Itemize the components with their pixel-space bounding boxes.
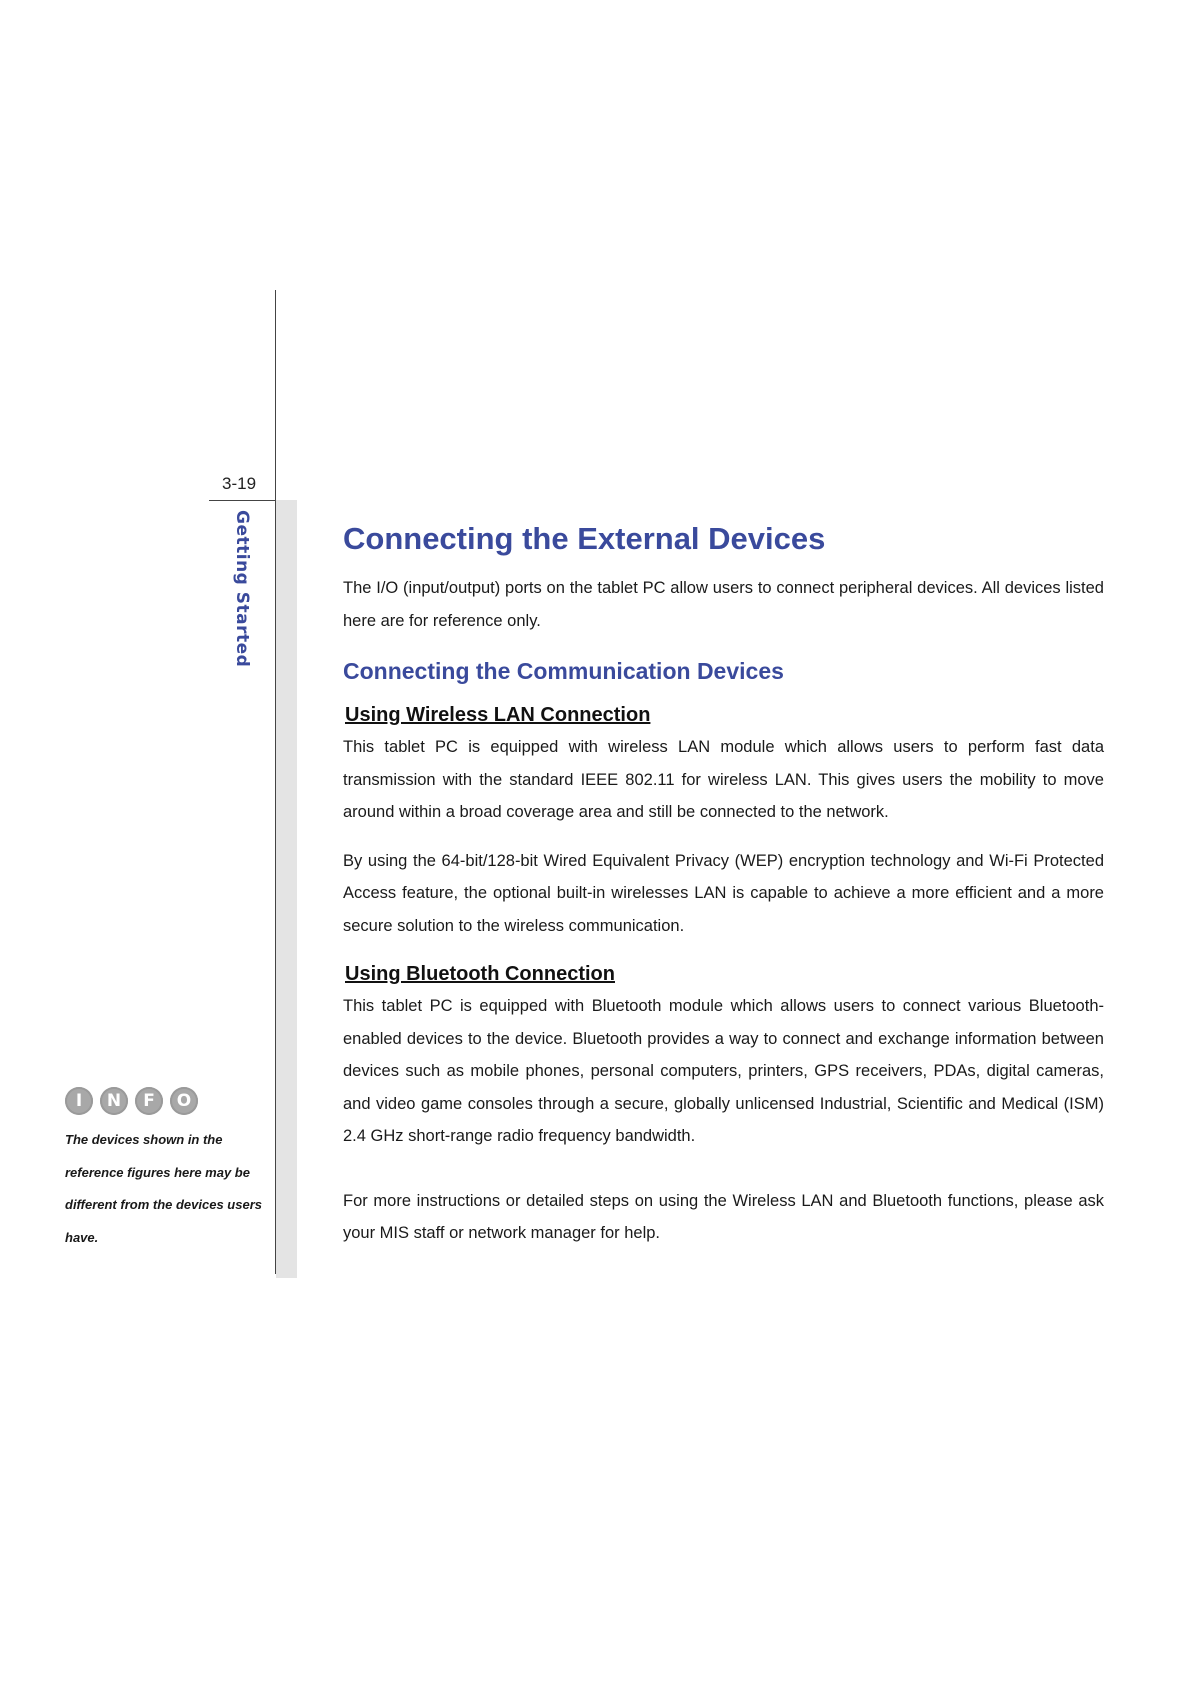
info-letter-n-icon: N [100, 1087, 128, 1115]
wlan-paragraph-2: By using the 64-bit/128-bit Wired Equivalent Privacy (WEP) encryption technology and Wi-Fi Protected Access feature, the optional built-in wirelesses LAN is capable to achieve a more efficient and a more secure solution to the wireless communication. [343, 851, 1104, 935]
info-letter-f-icon: F [135, 1087, 163, 1115]
info-note: The devices shown in the reference figures here may be different from the devices users have. [65, 1132, 262, 1245]
info-letter-i-icon: I [65, 1087, 93, 1115]
margin-gray-band [276, 500, 297, 1278]
chapter-tab: Getting Started [232, 510, 252, 668]
page-number: 3-19 [222, 474, 257, 493]
margin-horizontal-rule [209, 500, 275, 501]
closing-paragraph: For more instructions or detailed steps on using the Wireless LAN and Bluetooth functions, please ask your MIS staff or network manager for help. [343, 1191, 1104, 1242]
wlan-paragraph-1: This tablet PC is equipped with wireless LAN module which allows users to perform fast data transmission with the standard IEEE 802.11 for wireless LAN. This gives users the mobility to move around within a broad coverage area and still be connected to the network. [343, 738, 1104, 821]
info-badge [65, 1087, 198, 1115]
main-content [343, 514, 1104, 1250]
info-letter-o-icon: O [170, 1087, 198, 1115]
page-title: Connecting the External Devices [343, 521, 826, 556]
bluetooth-heading: Using Bluetooth Connection [345, 963, 615, 985]
wlan-heading: Using Wireless LAN Connection [345, 704, 651, 726]
bluetooth-paragraph: This tablet PC is equipped with Bluetooth module which allows users to connect various Bluetooth-enabled devices to the device. Bluetooth provides a way to connect and exchange information between devices such as mobile phones, personal computers, printers, GPS receivers, PDAs, digital cameras, and video game consoles through a secure, globally unlicensed Industrial, Scientific and Medical (ISM) 2.4 GHz short-range radio frequency bandwidth. [343, 997, 1104, 1145]
intro-paragraph: The I/O (input/output) ports on the tablet PC allow users to connect peripheral devices. All devices listed here are for reference only. [343, 579, 1104, 630]
section-title: Connecting the Communication Devices [343, 658, 784, 684]
